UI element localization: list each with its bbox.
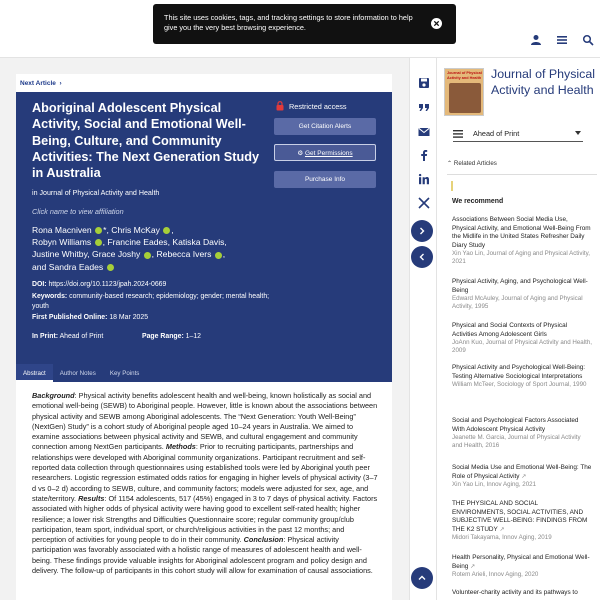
orcid-icon[interactable] — [107, 264, 114, 271]
in-print-value: Ahead of Print — [59, 333, 104, 340]
author-link[interactable]: and Sandra Eades — [32, 261, 104, 272]
journal-cover[interactable] — [444, 68, 484, 116]
doi-label: DOI: — [32, 281, 47, 288]
orcid-icon[interactable] — [144, 252, 151, 259]
first-published-label: First Published Online: — [32, 314, 108, 321]
lock-icon — [276, 101, 284, 111]
x-twitter-icon[interactable] — [418, 197, 430, 209]
article-tabs — [16, 364, 392, 382]
author-list: Rona Macniven *, Chris McKay , Robyn Williams , Francine Eades, Katiska Davis, Justine Whitby, Grace Joshy , Rebecca Ivers , and Sandra Eades — [32, 225, 227, 272]
journal-title[interactable]: Journal of Physical Activity and Health — [491, 67, 595, 97]
related-title[interactable] — [452, 554, 592, 571]
chevron-right-icon — [417, 226, 427, 236]
scroll-top-button[interactable] — [411, 567, 433, 589]
tool-rail — [409, 58, 437, 600]
related-title[interactable]: Volunteer-charity activity and its pathways to — [452, 589, 578, 596]
related-item[interactable] — [452, 364, 592, 389]
abstract-methods-label: Methods — [165, 442, 196, 452]
abstract-conclusion: : Physical activity participation was favorably associated with a holistic range of measures of adolescent health and well-being. These findings provide valuable insights for Aboriginal adolescent program and policy design and delivery. The follow-up of participants in this cohort study will allow for examination of causal associations. — [32, 535, 373, 576]
related-source: Rotem Arieli, Innov Aging, 2020 — [452, 571, 539, 578]
author-link[interactable]: Katiska Davis, — [172, 237, 227, 248]
doi-row — [32, 280, 282, 290]
expand-panel-button[interactable] — [411, 220, 433, 242]
next-article-label: Next Article — [20, 80, 56, 87]
orcid-icon[interactable] — [95, 239, 102, 246]
citation-alerts-button[interactable]: Get Citation Alerts — [274, 118, 376, 135]
journal-line[interactable]: in Journal of Physical Activity and Health — [32, 189, 160, 197]
external-link-icon: ↗ — [499, 526, 505, 533]
top-icons — [530, 33, 594, 45]
menu-icon[interactable] — [556, 33, 568, 45]
article-title: Aboriginal Adolescent Physical Activity, Social and Emotional Well-Being, Culture, and Community Activities: The Next Generation Study in Australia — [32, 101, 260, 181]
related-source: Edward McAuley, Journal of Aging and Physical Activity, 1995 — [452, 295, 583, 311]
author-link[interactable]: Rebecca Ivers — [156, 249, 212, 260]
external-link-icon: ↗ — [521, 473, 527, 480]
issue-select-value: Ahead of Print — [473, 129, 520, 138]
user-icon[interactable] — [530, 33, 542, 45]
right-panel — [437, 58, 600, 600]
linkedin-icon[interactable] — [418, 173, 430, 185]
related-item[interactable] — [452, 589, 592, 598]
collapse-panel-button[interactable] — [411, 246, 433, 268]
related-title[interactable]: Physical Activity and Psychological Well-Being: Testing Alternative Sociological Interpretations — [452, 364, 586, 380]
abstract-background-label: Background — [32, 391, 75, 400]
chevron-left-icon — [417, 252, 427, 262]
recommend-heading: We recommend — [452, 198, 504, 205]
tab-author-notes[interactable]: Author Notes — [59, 370, 96, 377]
abstract-methods: : Prior to recruiting participants, partnerships and relationships were developed with Aboriginal community organizations. Participant recruitment and self-reported data collection through questionnaires using established tools were led by Aboriginal youth peer researchers. Logistic regression estimated odds ratios for engaging in higher levels of physical activity (3–7 d vs 0–2 d) according to SEWB, culture, and community factors; models were adjusted for sex, age, and state/territory. — [32, 442, 378, 503]
related-heading: Related Articles — [453, 160, 497, 167]
close-icon[interactable] — [431, 18, 442, 29]
related-item[interactable] — [452, 278, 592, 312]
cover-image — [449, 83, 481, 113]
issue-select[interactable] — [453, 128, 583, 142]
abstract-background: : Physical activity benefits adolescent health and well-being, known holistically as social and emotional well-being (SEWB) to Aboriginal people. However, little is known about the associations between physical activity and SEWB among Aboriginal adolescents. The “Next Generation: Youth Well-Being” (NextGen) Study” is a cohort study of Aboriginal people aged 10–24 years in Australia. We aimed to examine associations between physical activity and SEWB, and cultural engagement and community connection among NextGen participants. — [32, 391, 378, 452]
page-range-value: 1–12 — [185, 333, 202, 340]
tab-key-points[interactable]: Key Points — [109, 370, 140, 377]
email-icon[interactable] — [418, 126, 430, 138]
keywords-label: Keywords: — [32, 293, 68, 300]
related-item[interactable] — [452, 500, 592, 542]
author-link[interactable]: Francine Eades — [107, 237, 168, 248]
related-item[interactable] — [452, 322, 592, 356]
related-item[interactable] — [452, 554, 592, 579]
page-range-label: Page Range: — [142, 333, 184, 340]
quote-icon[interactable] — [418, 101, 430, 113]
save-icon[interactable] — [418, 77, 430, 89]
keywords-row — [32, 292, 282, 311]
related-title-text: THE PHYSICAL AND SOCIAL ENVIRONMENTS, SOCIAL ACTIVITIES, AND SUBJECTIVE WELL-BEING: FINDINGS FROM THE K2 STUDY — [452, 500, 588, 533]
chevron-up-icon — [417, 573, 427, 583]
author-link[interactable]: Robyn Williams — [32, 237, 92, 248]
related-title[interactable]: Social and Psychological Factors Associated With Adolescent Physical Activity — [452, 417, 579, 433]
highlight-marker — [451, 181, 453, 191]
caret-down-icon — [575, 131, 581, 135]
abstract-results-label: Results — [78, 493, 105, 503]
first-published-row — [32, 313, 282, 323]
related-title-text: Social Media Use and Emotional Well-Being: The Role of Physical Activity — [452, 464, 592, 480]
related-source: Midori Takayama, Innov Aging, 2019 — [452, 534, 552, 541]
purchase-info-button[interactable]: Purchase Info — [274, 171, 376, 188]
chevron-right-icon: › — [57, 80, 62, 87]
author-link[interactable]: Rona Macniven — [32, 225, 92, 235]
search-icon[interactable] — [582, 33, 594, 45]
permissions-label: Get Permissions — [304, 150, 353, 157]
cover-title: Journal of Physical Activity and Health — [447, 71, 482, 80]
related-title[interactable] — [452, 500, 592, 534]
related-source: JoAnn Kuo, Journal of Physical Activity and Health, 2009 — [452, 339, 592, 355]
in-print-label: In Print: — [32, 333, 59, 340]
related-articles-toggle[interactable] — [447, 160, 497, 167]
related-item[interactable] — [452, 464, 592, 489]
article-header — [16, 92, 392, 364]
doi-link[interactable]: https://doi.org/10.1123/jpah.2024-0669 — [48, 281, 167, 288]
related-title[interactable]: Associations Between Social Media Use, Physical Activity, and Emotional Well-Being From the Midlife in the United States Refresher Daily Diary Study — [452, 216, 591, 249]
chevron-up-icon: ⌃ — [447, 160, 454, 167]
first-published-value: 18 Mar 2025 — [109, 314, 149, 321]
facebook-icon[interactable] — [418, 149, 430, 161]
affiliation-hint: Click name to view affiliation — [32, 207, 124, 216]
divider — [447, 174, 597, 175]
related-title[interactable]: Physical and Social Contexts of Physical Activities Among Adolescent Girls — [452, 322, 568, 338]
abstract-body — [16, 382, 392, 600]
permissions-icon: ⚙ — [297, 150, 305, 157]
abstract-conclusion-label: Conclusion — [243, 535, 284, 545]
orcid-icon[interactable] — [163, 227, 170, 234]
orcid-icon[interactable] — [95, 227, 102, 234]
list-icon — [453, 130, 463, 138]
cookie-banner — [153, 4, 456, 44]
page-range-row — [142, 332, 272, 342]
keywords-value[interactable]: community-based research; epidemiology; gender; mental health; youth — [32, 293, 270, 310]
external-link-icon: ↗ — [470, 563, 476, 570]
tab-abstract[interactable]: Abstract — [16, 364, 53, 382]
related-source: Xin Yao Lin, Innov Aging, 2021 — [452, 481, 537, 488]
related-title-text: Health Personality, Physical and Emotional Well-Being — [452, 554, 590, 570]
author-link[interactable]: Chris McKay — [111, 225, 160, 235]
author-link[interactable]: Grace Joshy — [92, 249, 141, 260]
cookie-text: This site uses cookies, tags, and tracking settings to store information to help give you the very best browsing experience. — [164, 13, 413, 32]
related-source: William McTeer, Sociology of Sport Journal, 1990 — [452, 381, 587, 388]
author-link[interactable]: Justine Whitby, — [32, 249, 90, 260]
related-title[interactable]: Physical Activity, Aging, and Psychological Well-Being — [452, 278, 588, 294]
related-title[interactable] — [452, 464, 592, 481]
restricted-label: Restricted access — [289, 101, 347, 111]
related-item[interactable] — [452, 216, 592, 267]
next-article-link[interactable] — [16, 74, 392, 92]
restricted-access — [276, 101, 347, 111]
related-source: Jeanette M. Garcia, Journal of Physical Activity and Health, 2016 — [452, 434, 581, 450]
permissions-button[interactable] — [274, 144, 376, 161]
related-item[interactable] — [452, 417, 592, 451]
orcid-icon[interactable] — [215, 252, 222, 259]
abstract-results: : Of 1154 adolescents, 517 (45%) engaged in 3 to 7 days of physical activity. Factors associated with higher odds of physical activity were having good to excellent self-rated health; higher resilience; a lower risk Strengths and Difficulties Questionnaire score; regular community group/club participation, team sport, individual sport, or church/religious activities in the past 12 months; and perception of activities for young people to do in their community. — [32, 493, 378, 545]
related-source: Xin Yao Lin, Journal of Aging and Physical Activity, 2021 — [452, 250, 590, 266]
